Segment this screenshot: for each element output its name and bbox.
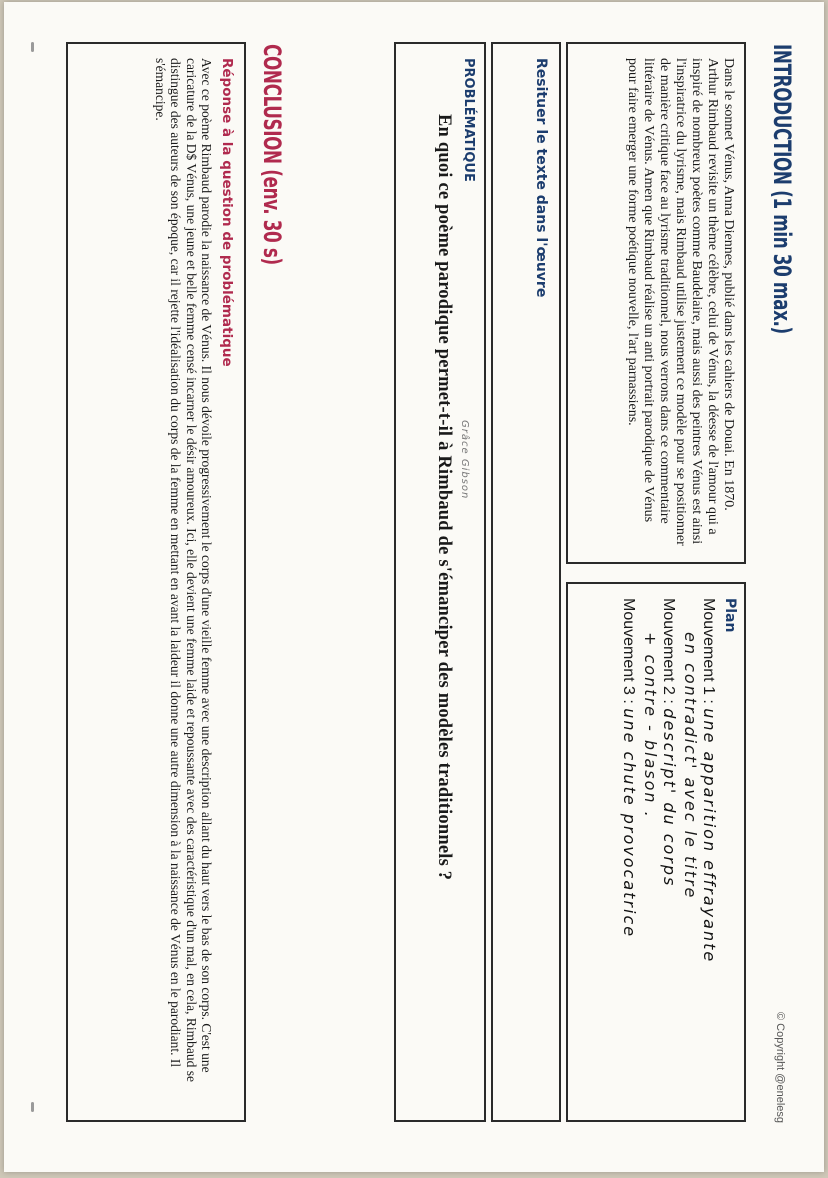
problematique-question: En quoi ce poème parodique permet-t-il à Rimbaud de s'émanciper des modèles traditionnels ? bbox=[434, 114, 454, 881]
plan-label: Plan bbox=[722, 598, 738, 633]
handwritten-signature: Grâce Gibson bbox=[459, 420, 470, 500]
resituer-label: Resituer le texte dans l'œuvre bbox=[533, 58, 549, 298]
paper-sheet bbox=[4, 2, 824, 1172]
copyright-notice: © Copyright @enelesg bbox=[774, 1012, 786, 1123]
conclusion-box bbox=[66, 42, 246, 1122]
problematique-box bbox=[394, 42, 486, 1122]
staple-mark bbox=[31, 1102, 34, 1112]
plan-movement-2 bbox=[641, 598, 678, 1106]
rotated-page bbox=[4, 2, 824, 1172]
plan-movement-3 bbox=[619, 598, 638, 1106]
conclusion-text: Avec ce poème Rimbaud parodie la naissance de Vénus. Il nous dévoile progressivement le corps d'une vieille femme avec une description allant du haut vers le bas de son corps. C'est une caricature de la D$ Vénus, une jeune et belle femme censé incarner le désir amoureux. Ici, elle devient une femme laide et repoussante avec des caractéristique d'un mal, en cela, Rimbaud se distingue des auteurs de son époque, car il rejette l'idéalisation du corps de la femme en mettant en avant la laideur il donne une autre dimension à la naissance de Vénus en le parodiant. Il s'émancipe. bbox=[153, 58, 215, 1082]
movement-3-handwriting: une chute provocatrice bbox=[620, 708, 639, 939]
answer-label: Réponse à la question de problématique bbox=[219, 58, 235, 367]
movement-1-handwriting-cont: en contradict' avec le titre bbox=[681, 632, 700, 900]
conclusion-title: CONCLUSION (env. 30 s) bbox=[258, 44, 286, 265]
plan-box bbox=[566, 582, 746, 1122]
problematique-label: PROBLÉMATIQUE bbox=[461, 58, 476, 182]
staple-mark bbox=[31, 42, 34, 52]
introduction-text: Dans le sonnet Vénus, Anna Diennes, publié dans les cahiers de Douai. En 1870. Arthur Rimbaud revisite un thème célèbre, celui de Vénus, la déesse de l'amour qui a inspiré de nombreux poètes comme Baudelaire, mais aussi des peintres Vénus est ainsi l'inspiratrice du lyrisme, mais Rimbaud utilise justement ce modèle pour se positionner de manière critique face au lyrisme traditionnel, nous verrons dans ce commentaire littéraire de Vénus. Amen que Rimbaud réalise un anti portrait parodique de Vénus pour faire emerger une forme poétique nouvelle, l'art parnassiens. bbox=[625, 58, 736, 546]
introduction-title: INTRODUCTION (1 min 30 max.) bbox=[768, 44, 796, 334]
plan-movement-1 bbox=[681, 598, 718, 1106]
resituer-box bbox=[491, 42, 561, 1122]
movement-2-handwriting-cont: + contre - blason . bbox=[641, 632, 660, 819]
movement-2-prefix: Mouvement 2 : bbox=[660, 598, 677, 704]
movement-1-prefix: Mouvement 1 : bbox=[700, 598, 717, 704]
movement-3-prefix: Mouvement 3 : bbox=[620, 598, 637, 704]
movement-1-handwriting: une apparition effrayante bbox=[700, 708, 719, 964]
movement-2-handwriting: descript' du corps bbox=[660, 708, 679, 888]
introduction-box bbox=[566, 42, 746, 564]
